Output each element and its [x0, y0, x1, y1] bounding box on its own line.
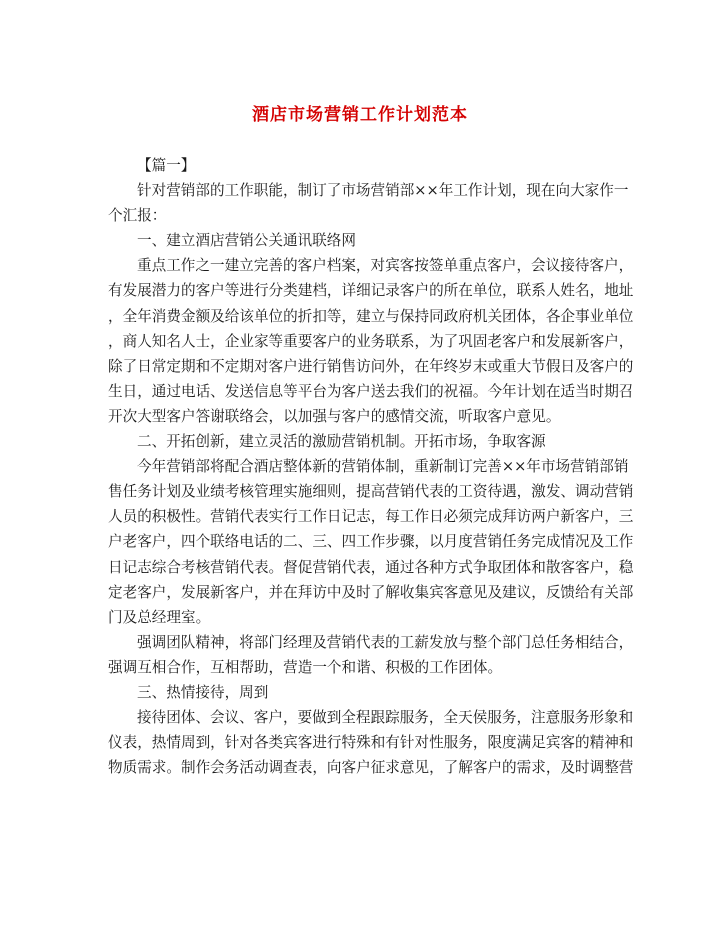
text-line: ，全年消费金额及给该单位的折扣等，建立与保持同政府机关团体，各企事业单位	[108, 307, 634, 325]
text-line: 售任务计划及业绩考核管理实施细则，提高营销代表的工资待遇，激发、调动营销	[108, 483, 634, 501]
text-line: 接待团体、会议、客户，要做到全程跟踪服务，全天侯服务，注意服务形象和	[137, 709, 634, 727]
text-line: 物质需求。制作会务活动调查表，向客户征求意见，了解客户的需求，及时调整营	[108, 759, 634, 777]
text-line: 有发展潜力的客户等进行分类建档，详细记录客户的所在单位，联系人姓名，地址	[108, 282, 634, 300]
document-body	[108, 153, 634, 780]
text-line: 三、热情接待，周到	[137, 683, 269, 701]
text-line: ，商人知名人士，企业家等重要客户的业务联系，为了巩固老客户和发展新客户，	[108, 332, 634, 350]
text-line: 人员的积极性。营销代表实行工作日记志，每工作日必须完成拜访两户新客户，三	[108, 508, 634, 526]
text-line: 一、建立酒店营销公关通讯联络网	[137, 232, 356, 250]
text-line: 重点工作之一建立完善的客户档案，对宾客按签单重点客户，会议接待客户，	[137, 257, 634, 275]
document-title: 酒店市场营销工作计划范本	[252, 105, 468, 125]
text-line: 针对营销部的工作职能，制订了市场营销部××年工作计划，现在向大家作一	[137, 182, 629, 200]
text-line: 强调互相合作，互相帮助，营造一个和谐、积极的工作团体。	[108, 658, 503, 676]
text-line: 强调团队精神，将部门经理及营销代表的工薪发放与整个部门总任务相结合，	[137, 633, 634, 651]
text-line: 门及总经理室。	[108, 608, 211, 626]
text-line: 仪表，热情周到，针对各类宾客进行特殊和有针对性服务，限度满足宾客的精神和	[108, 734, 634, 752]
text-line: 除了日常定期和不定期对客户进行销售访问外，在年终岁末或重大节假日及客户的	[108, 357, 634, 375]
text-line: 个汇报：	[108, 207, 167, 225]
text-line: 生日，通过电话、发送信息等平台为客户送去我们的祝福。今年计划在适当时期召	[108, 382, 634, 400]
text-line: 户老客户，四个联络电话的二、三、四工作步骤，以月度营销任务完成情况及工作	[108, 533, 634, 551]
text-line: 今年营销部将配合酒店整体新的营销体制，重新制订完善××年市场营销部销	[137, 458, 629, 476]
text-line: 开次大型客户答谢联络会，以加强与客户的感情交流，听取客户意见。	[108, 407, 561, 425]
text-line: 二、开拓创新，建立灵活的激励营销机制。开拓市场，争取客源	[137, 433, 546, 451]
text-line: 定老客户，发展新客户，并在拜访中及时了解收集宾客意见及建议，反馈给有关部	[108, 583, 634, 601]
text-line: 【篇一】	[137, 157, 196, 174]
text-line: 日记志综合考核营销代表。督促营销代表，通过各种方式争取团体和散客客户，稳	[108, 558, 634, 576]
